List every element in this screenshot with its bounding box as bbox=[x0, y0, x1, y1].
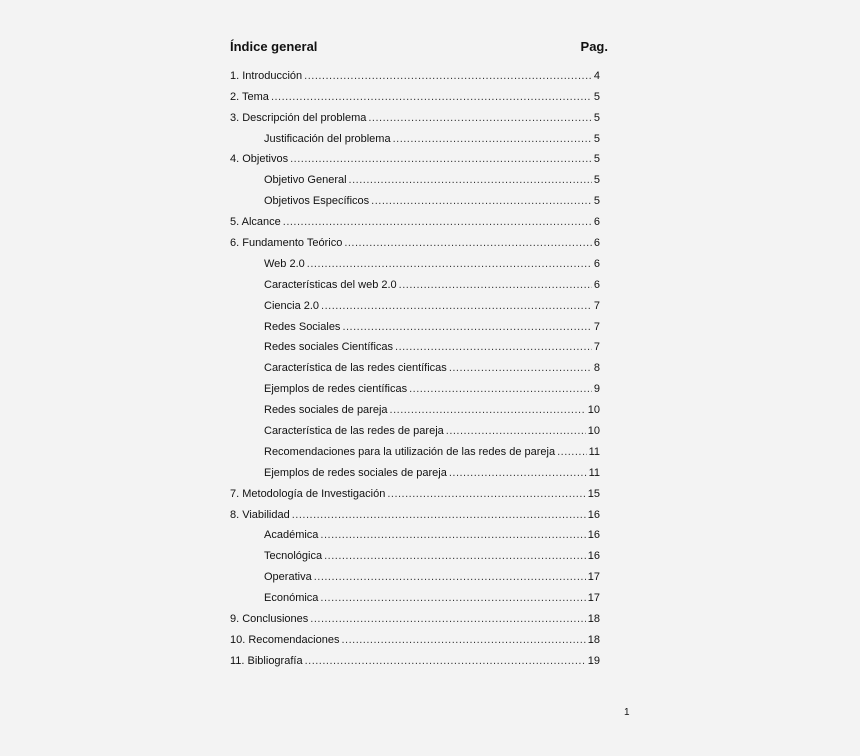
toc-entry-page: 17 bbox=[587, 592, 600, 605]
toc-entry bbox=[230, 313, 600, 334]
toc-entry-label: 4. Objetivos bbox=[230, 153, 289, 166]
toc-entry-page: 17 bbox=[587, 571, 600, 584]
toc-leader-dots bbox=[320, 592, 585, 605]
toc-leader-dots bbox=[341, 634, 585, 647]
toc-entry-label: 5. Alcance bbox=[230, 216, 281, 229]
toc-leader-dots bbox=[324, 550, 586, 563]
toc-leader-dots bbox=[305, 655, 586, 668]
toc-leader-dots bbox=[290, 153, 592, 166]
toc-entry bbox=[230, 417, 600, 438]
toc-entry-page: 16 bbox=[587, 550, 600, 563]
toc-entry-label: Redes sociales de pareja bbox=[264, 404, 388, 417]
toc-leader-dots bbox=[449, 362, 592, 375]
toc-entry-page: 11 bbox=[588, 466, 600, 479]
toc-entry-label: Académica bbox=[264, 529, 319, 542]
toc-entry bbox=[230, 647, 600, 668]
toc-leader-dots bbox=[349, 174, 592, 187]
toc-entry-label: 3. Descripción del problema bbox=[230, 111, 367, 124]
toc-entry-page: 10 bbox=[587, 425, 600, 438]
toc-leader-dots bbox=[409, 383, 592, 396]
toc-leader-dots bbox=[321, 300, 592, 313]
toc-entry bbox=[230, 104, 600, 125]
toc-entry bbox=[230, 292, 600, 313]
toc-leader-dots bbox=[390, 404, 586, 417]
toc-entry-page: 11 bbox=[588, 445, 600, 458]
toc-entry-page: 9 bbox=[593, 383, 600, 396]
toc-entry bbox=[230, 584, 600, 605]
toc-entry-label: Ciencia 2.0 bbox=[264, 299, 320, 312]
toc-entry-page: 6 bbox=[593, 278, 600, 291]
toc-entry bbox=[230, 563, 600, 584]
toc-entry-page: 7 bbox=[593, 299, 600, 312]
toc-entry bbox=[230, 626, 600, 647]
toc-entry-page: 16 bbox=[587, 529, 600, 542]
toc-entry-label: 9. Conclusiones bbox=[230, 613, 309, 626]
toc-entry bbox=[230, 271, 600, 292]
toc-entry-page: 18 bbox=[587, 613, 600, 626]
toc-entry bbox=[230, 125, 600, 146]
table-of-contents bbox=[230, 62, 600, 668]
toc-entry-label: Objetivo General bbox=[264, 174, 347, 187]
toc-leader-dots bbox=[310, 613, 585, 626]
toc-entry-label: Web 2.0 bbox=[264, 257, 305, 270]
toc-leader-dots bbox=[304, 70, 592, 83]
toc-entry bbox=[230, 605, 600, 626]
toc-leader-dots bbox=[371, 195, 592, 208]
toc-entry-label: Recomendaciones para la utilización de las redes de pareja bbox=[264, 445, 556, 458]
toc-entry bbox=[230, 229, 600, 250]
toc-entry bbox=[230, 375, 600, 396]
toc-entry-page: 10 bbox=[587, 404, 600, 417]
toc-leader-dots bbox=[393, 133, 592, 146]
toc-entry bbox=[230, 480, 600, 501]
toc-entry-label: 6. Fundamento Teórico bbox=[230, 237, 343, 250]
toc-entry-page: 6 bbox=[593, 257, 600, 270]
toc-title: Índice general bbox=[230, 39, 318, 54]
toc-entry bbox=[230, 62, 600, 83]
toc-entry bbox=[230, 438, 600, 459]
toc-leader-dots bbox=[387, 488, 585, 501]
toc-leader-dots bbox=[399, 279, 592, 292]
page-number: 1 bbox=[624, 707, 630, 718]
toc-entry-label: 11. Bibliografía bbox=[230, 654, 303, 667]
toc-entry bbox=[230, 459, 600, 480]
toc-entry-page: 6 bbox=[593, 237, 600, 250]
toc-entry bbox=[230, 334, 600, 355]
toc-entry-page: 5 bbox=[593, 153, 600, 166]
toc-entry bbox=[230, 542, 600, 563]
toc-entry-label: Justificación del problema bbox=[264, 132, 391, 145]
toc-entry-label: Característica de las redes científicas bbox=[264, 362, 447, 375]
toc-entry-page: 5 bbox=[593, 90, 600, 103]
toc-leader-dots bbox=[292, 509, 586, 522]
toc-entry-page: 16 bbox=[587, 508, 600, 521]
toc-entry-label: Objetivos Específicos bbox=[264, 195, 370, 208]
toc-leader-dots bbox=[283, 216, 592, 229]
toc-entry-label: Ejemplos de redes científicas bbox=[264, 383, 408, 396]
toc-entry bbox=[230, 522, 600, 543]
toc-leader-dots bbox=[314, 571, 586, 584]
toc-entry-page: 5 bbox=[593, 132, 600, 145]
toc-entry bbox=[230, 146, 600, 167]
toc-leader-dots bbox=[342, 321, 591, 334]
toc-entry-label: Características del web 2.0 bbox=[264, 278, 397, 291]
toc-entry-label: Operativa bbox=[264, 571, 312, 584]
toc-entry bbox=[230, 208, 600, 229]
toc-entry-label: Redes sociales Científicas bbox=[264, 341, 394, 354]
toc-entry-label: Característica de las redes de pareja bbox=[264, 425, 444, 438]
toc-entry-label: Tecnológica bbox=[264, 550, 323, 563]
toc-entry bbox=[230, 187, 600, 208]
toc-entry-label: 8. Viabilidad bbox=[230, 508, 290, 521]
toc-entry-page: 8 bbox=[593, 362, 600, 375]
toc-entry bbox=[230, 354, 600, 375]
toc-leader-dots bbox=[320, 529, 585, 542]
toc-entry-page: 5 bbox=[593, 195, 600, 208]
toc-entry-page: 4 bbox=[593, 69, 600, 82]
toc-entry bbox=[230, 250, 600, 271]
toc-entry-label: 2. Tema bbox=[230, 90, 269, 103]
toc-entry-page: 7 bbox=[593, 341, 600, 354]
toc-entry-page: 5 bbox=[593, 174, 600, 187]
toc-entry-page: 7 bbox=[593, 320, 600, 333]
toc-leader-dots bbox=[307, 258, 592, 271]
toc-leader-dots bbox=[557, 446, 587, 459]
toc-leader-dots bbox=[344, 237, 592, 250]
toc-page-column-label: Pag. bbox=[580, 39, 608, 54]
toc-leader-dots bbox=[446, 425, 586, 438]
toc-entry-label: 7. Metodología de Investigación bbox=[230, 487, 386, 500]
toc-entry-page: 19 bbox=[587, 654, 600, 667]
toc-header bbox=[230, 39, 608, 54]
toc-leader-dots bbox=[368, 112, 592, 125]
toc-entry-page: 18 bbox=[587, 633, 600, 646]
toc-entry-label: Ejemplos de redes sociales de pareja bbox=[264, 466, 447, 479]
toc-entry-label: 10. Recomendaciones bbox=[230, 633, 340, 646]
toc-entry-page: 6 bbox=[593, 216, 600, 229]
toc-entry-label: Económica bbox=[264, 592, 319, 605]
toc-entry-label: Redes Sociales bbox=[264, 320, 341, 333]
toc-entry-page: 15 bbox=[587, 487, 600, 500]
toc-entry bbox=[230, 166, 600, 187]
toc-entry-page: 5 bbox=[593, 111, 600, 124]
toc-leader-dots bbox=[395, 341, 592, 354]
toc-entry-label: 1. Introducción bbox=[230, 69, 303, 82]
toc-entry bbox=[230, 396, 600, 417]
toc-entry bbox=[230, 501, 600, 522]
toc-leader-dots bbox=[271, 91, 592, 104]
toc-leader-dots bbox=[449, 467, 587, 480]
toc-entry bbox=[230, 83, 600, 104]
